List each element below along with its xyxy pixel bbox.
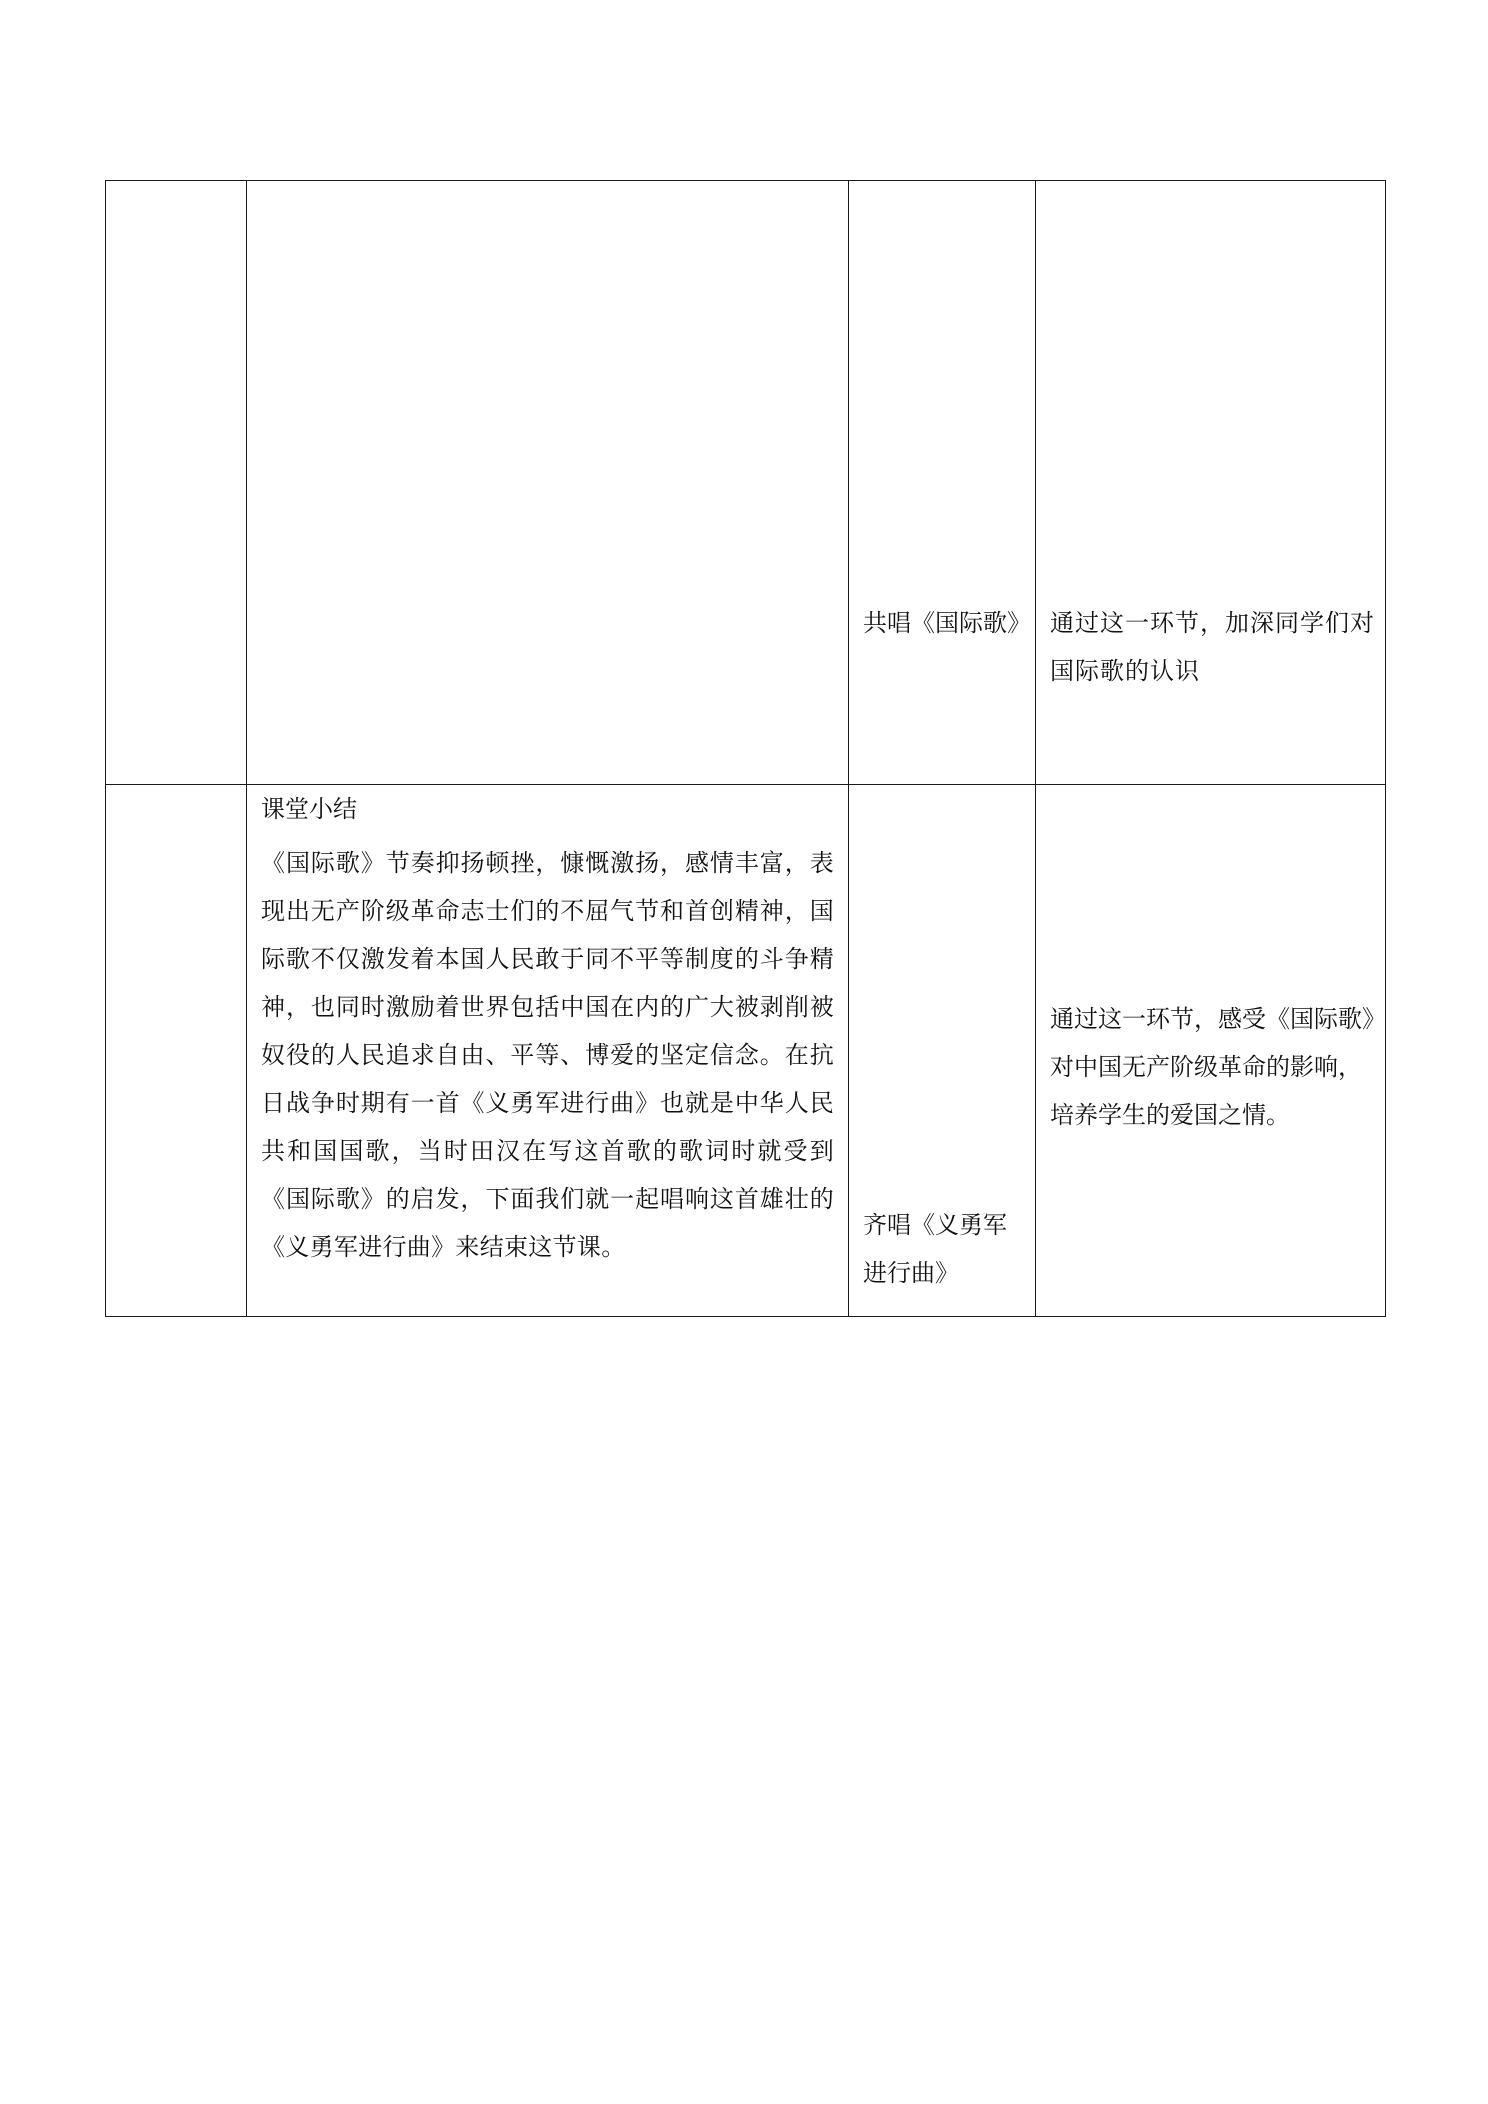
content-cell <box>247 785 849 1317</box>
student-activity-text: 共唱《国际歌》 <box>863 609 1031 637</box>
section-heading: 课堂小结 <box>261 795 357 823</box>
content-cell <box>247 181 849 785</box>
lesson-plan-table <box>105 180 1386 1317</box>
student-activity-text: 齐唱《义勇军进行曲》 <box>863 1211 1007 1287</box>
table-row <box>106 181 1386 785</box>
stage-cell <box>106 181 247 785</box>
table-row <box>106 785 1386 1317</box>
stage-cell <box>106 785 247 1317</box>
activity-cell <box>849 785 1036 1317</box>
purpose-cell <box>1036 181 1386 785</box>
design-purpose-text: 通过这一环节，感受《国际歌》对中国无产阶级革命的影响，培养学生的爱国之情。 <box>1050 1005 1374 1129</box>
activity-cell <box>849 181 1036 785</box>
purpose-cell <box>1036 785 1386 1317</box>
design-purpose-text: 通过这一环节，加深同学们对国际歌的认识 <box>1050 609 1375 685</box>
summary-paragraph: 《国际歌》节奏抑扬顿挫，慷慨激扬，感情丰富，表现出无产阶级革命志士们的不屈气节和首创精神，国际歌不仅激发着本国人民敢于同不平等制度的斗争精神，也同时激励着世界包括中国在内的广大被剥削被奴役的人民追求自由、平等、博爱的坚定信念。在抗日战争时期有一首《义勇军进行曲》也就是中华人民共和国国歌，当时田汉在写这首歌的歌词时就受到《国际歌》的启发，下面我们就一起唱响这首雄壮的《义勇军进行曲》来结束这节课。 <box>261 849 834 1261</box>
